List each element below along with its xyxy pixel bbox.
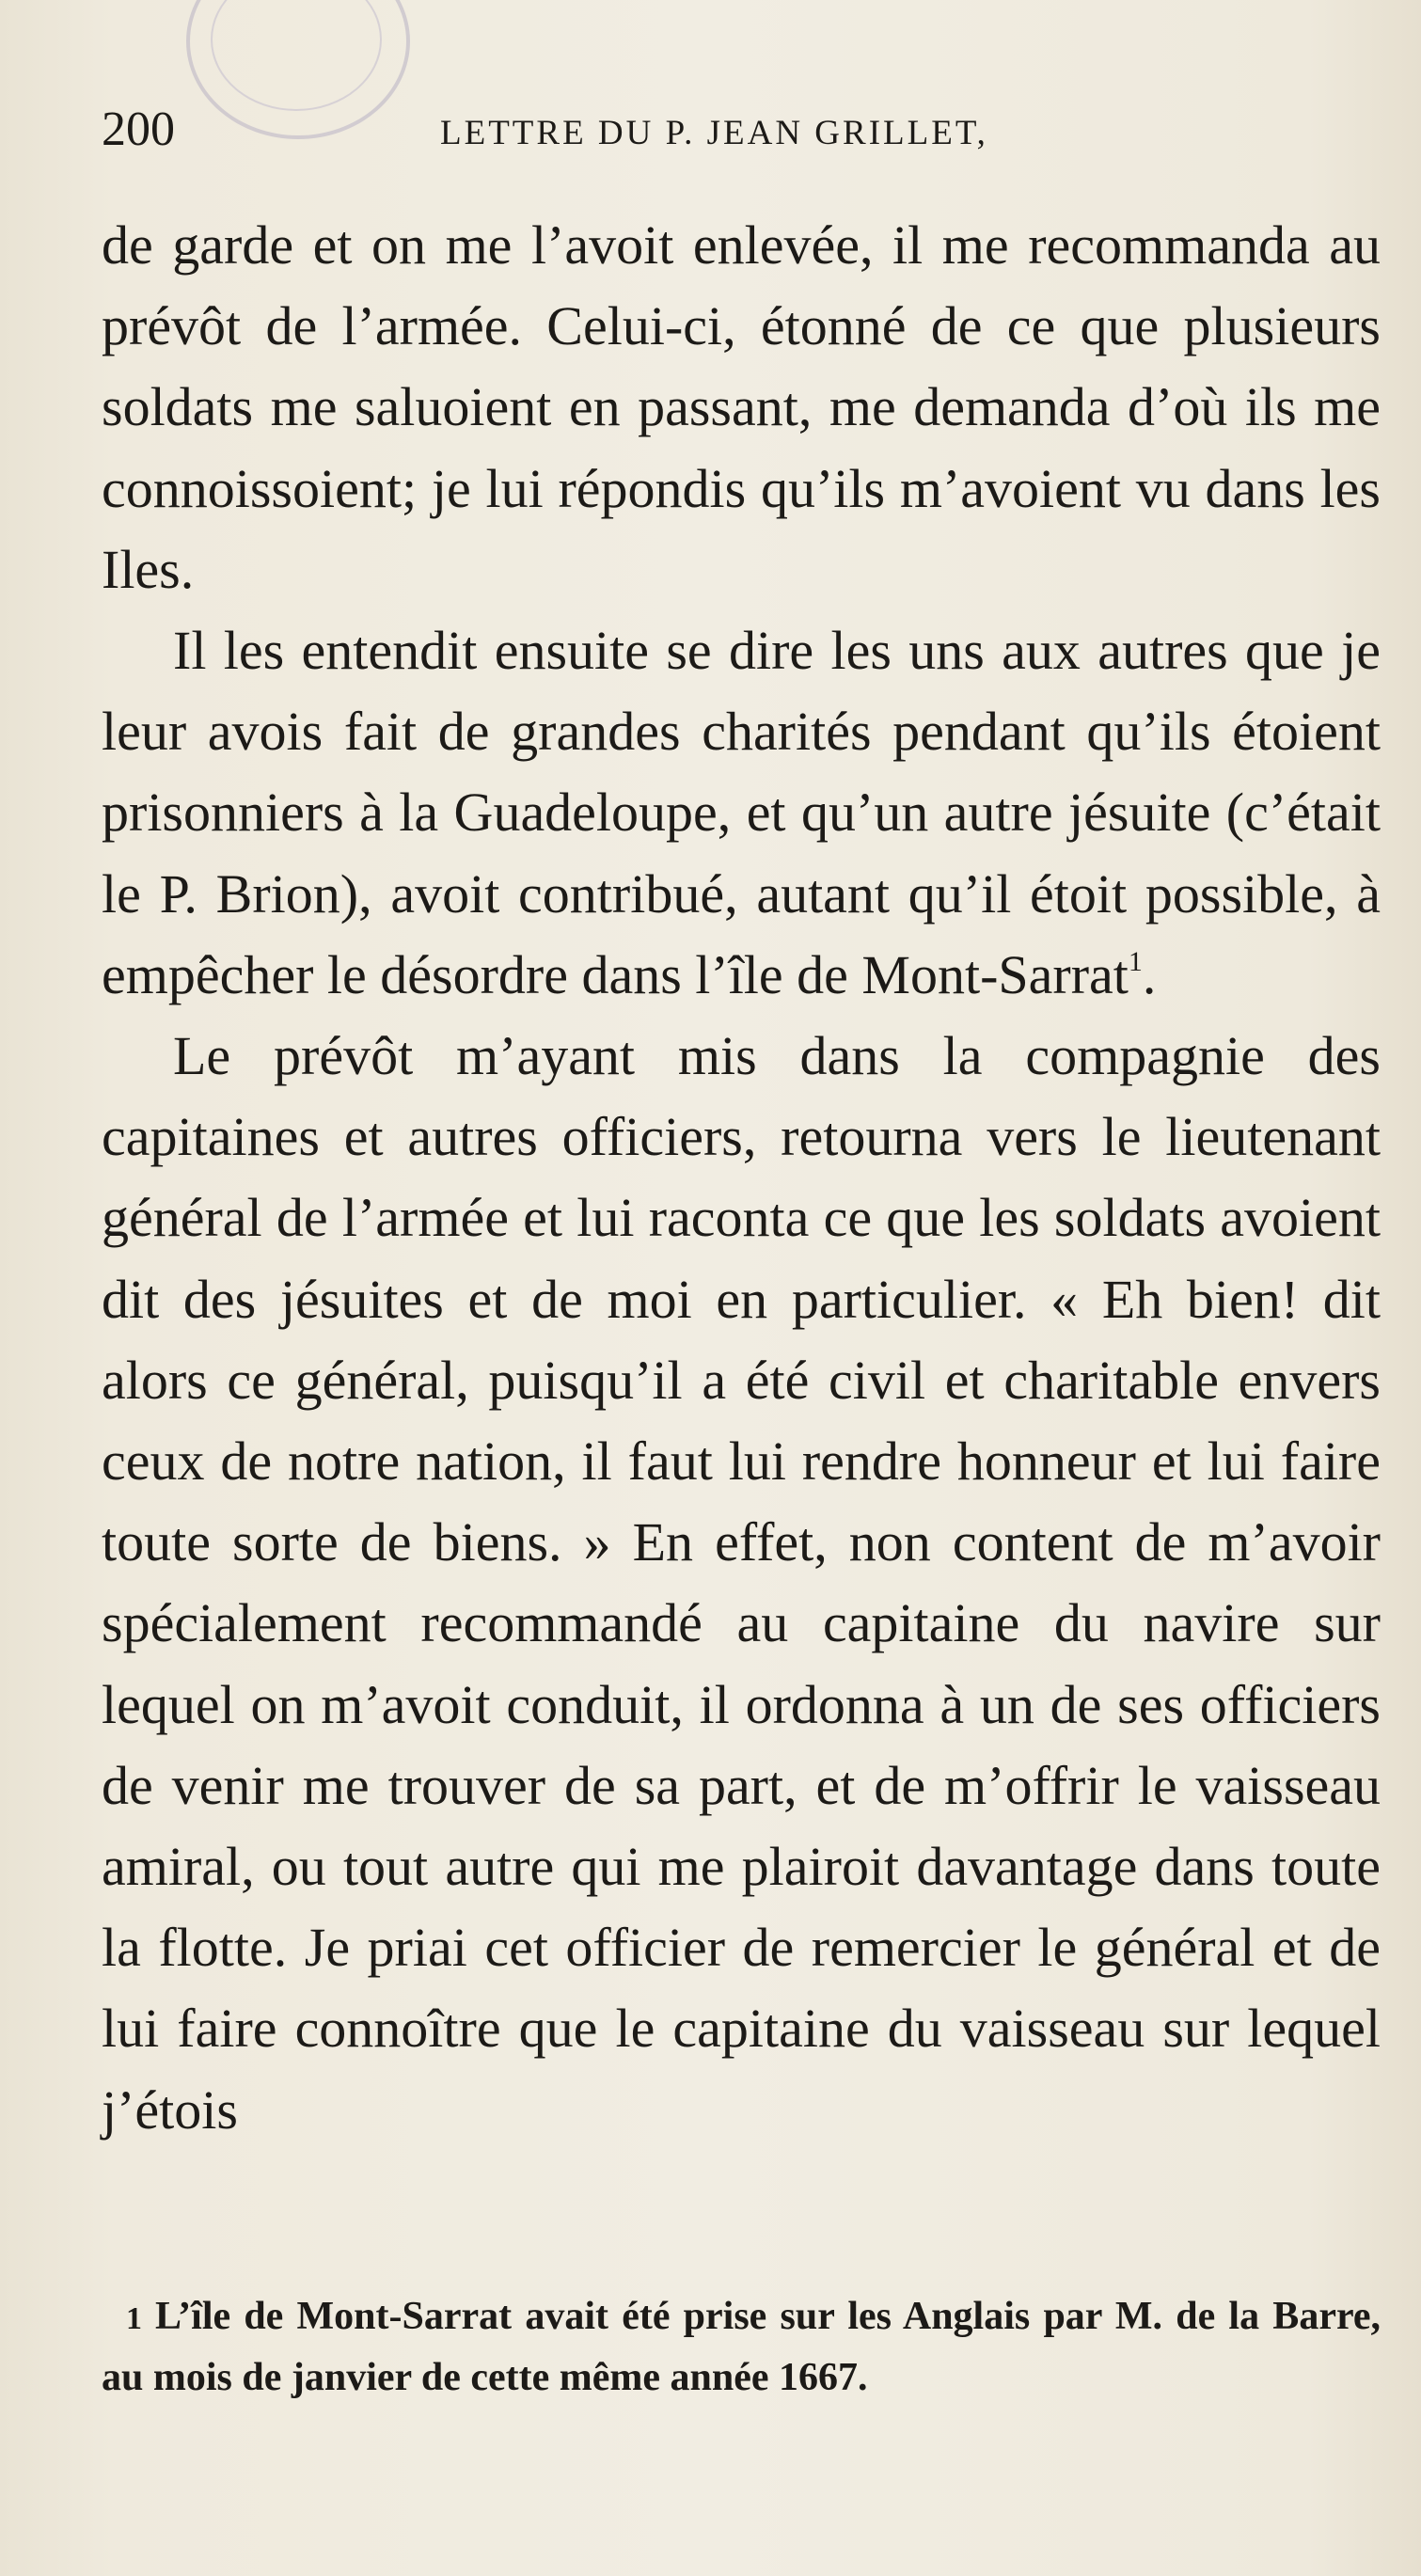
- paragraph: Le prévôt m’ayant mis dans la compagnie des capitaines et autres officiers, retourna vers le lieutenant général de l’armée et lui raconta ce que les soldats avoient dit des jésuites et de moi en particulier. « Eh bien! dit alors ce général, puisqu’il a été civil et charitable envers ceux de notre nation, il faut lui rendre honneur et lui faire toute sorte de biens. » En effet, non content de m’avoir spécialement recommandé au capitaine du navire sur lequel on m’avoit conduit, il ordonna à un de ses officiers de venir me trouver de sa part, et de m’offrir le vaisseau amiral, ou tout autre qui me plairoit davantage dans toute la flotte. Je priai cet officier de remercier le général et de lui faire connoître que le capitaine du vaisseau sur lequel j’étois: [102, 1025, 1381, 2141]
- paragraph-end-punctuation: .: [1142, 943, 1157, 1005]
- paragraph-text: Il les entendit ensuite se dire les uns aux autres que je leur avois fait de grandes charités pendant qu’ils étoient prisonniers à la Guadeloupe, et qu’un autre jésuite (c’était le P. Brion), avoit contribué, autant qu’il étoit possible, à empêcher le désordre dans l’île de Mont-Sarrat: [102, 620, 1381, 1005]
- footnote: [102, 2287, 1381, 2407]
- page-number: 200: [102, 103, 175, 156]
- footnote-text: L’île de Mont-Sarrat avait été prise sur les Anglais par M. de la Barre, au mois de janvier de cette même année 1667.: [102, 2295, 1381, 2399]
- paragraph-continued: de garde et on me l’avoit enlevée, il me recommanda au prévôt de l’armée. Celui-ci, étonné de ce que plusieurs soldats me saluoient en passant, me demanda d’où ils me connoissoient; je lui répondis qu’ils m’avoient vu dans les Iles.: [102, 214, 1381, 600]
- page-header: [102, 102, 1381, 158]
- running-head: LETTRE DU P. JEAN GRILLET,: [440, 114, 988, 152]
- footnote-marker: 1: [126, 2301, 142, 2336]
- footnote-reference: 1: [1128, 945, 1143, 977]
- paragraph: [102, 610, 1381, 1016]
- library-stamp-inner-ring: [211, 0, 382, 111]
- main-text: [102, 205, 1381, 2151]
